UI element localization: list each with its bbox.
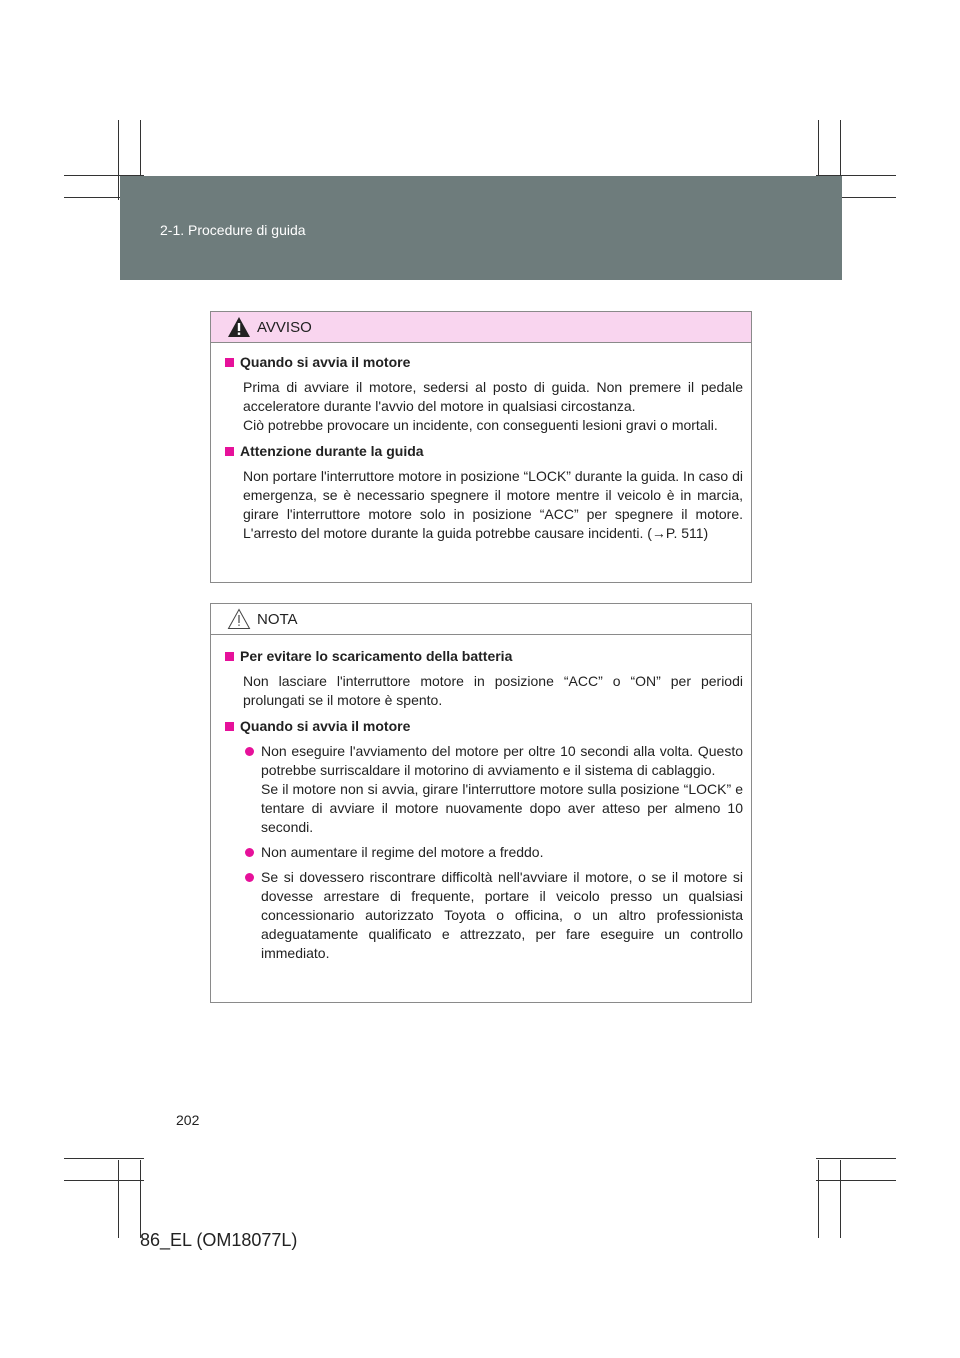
- warning-title: AVVISO: [257, 318, 312, 336]
- text-line: Prima di avviare il motore, sedersi al posto di guida. Non premere il pedale acceleratore durante l'avvio del motore in qualsiasi circostanza.: [243, 379, 743, 414]
- dot-bullet-icon: [245, 747, 254, 756]
- crop-mark: [64, 1180, 144, 1181]
- bullet-text: [261, 868, 743, 963]
- section-heading: [225, 647, 743, 666]
- bullet-text: [261, 843, 743, 862]
- crop-mark: [64, 1158, 144, 1159]
- crop-mark: [816, 1158, 896, 1159]
- square-bullet-icon: [225, 652, 234, 661]
- text-line: Ciò potrebbe provocare un incidente, con conseguenti lesioni gravi o mortali.: [243, 417, 718, 433]
- section-text: [225, 378, 743, 435]
- section-text: [225, 467, 743, 543]
- section-heading-text: Quando si avvia il motore: [240, 718, 411, 734]
- square-bullet-icon: [225, 447, 234, 456]
- dot-bullet-icon: [245, 848, 254, 857]
- notice-header: [211, 604, 751, 635]
- warning-section: [225, 353, 743, 435]
- square-bullet-icon: [225, 722, 234, 731]
- crop-mark: [118, 120, 119, 200]
- notice-section: [225, 647, 743, 710]
- page-number: 202: [176, 1112, 200, 1128]
- caution-outline-icon: [227, 608, 251, 630]
- crop-mark: [140, 1160, 141, 1238]
- document-code: 86_EL (OM18077L): [140, 1230, 298, 1250]
- warning-box: [210, 311, 752, 583]
- warning-section: [225, 442, 743, 543]
- section-heading: [225, 717, 743, 736]
- text-line: Non portare l'interruttore motore in posizione “LOCK” durante la guida. In caso di emergenza, se è necessario spegnere il motore mentre il veicolo è in marcia, girare l'interruttore motore solo in posizione “ACC” per spegnere il motore. L'arresto del motore durante la guida potrebbe causare incidenti. (→P. 511): [243, 468, 743, 541]
- bullet-item: [225, 742, 743, 837]
- warning-header: [211, 312, 751, 343]
- crop-mark: [818, 1160, 819, 1238]
- notice-section: [225, 717, 743, 963]
- bullet-text: [261, 742, 743, 837]
- section-text: Non lasciare l'interruttore motore in posizione “ACC” o “ON” per periodi prolungati se il motore è spento.: [243, 673, 743, 708]
- crop-mark: [816, 1180, 896, 1181]
- crop-mark: [118, 1160, 119, 1238]
- bullet-item: [225, 843, 743, 862]
- section-heading: [225, 353, 743, 372]
- warning-icon: [227, 316, 251, 338]
- section-header: [120, 176, 842, 280]
- text-line: Se si dovessero riscontrare difficoltà nell'avviare il motore, o se il motore si dovesse arrestare di frequente, portare il veicolo presso un qualsiasi concessionario autorizzato Toyota o officina, o un altro professionista adeguatamente qualificato e attrezzato, per fare eseguire un controllo immediato.: [261, 869, 743, 961]
- dot-bullet-icon: [245, 873, 254, 882]
- notice-title: NOTA: [257, 610, 298, 628]
- section-heading-text: Quando si avvia il motore: [240, 354, 411, 370]
- crop-mark: [840, 1160, 841, 1238]
- square-bullet-icon: [225, 358, 234, 367]
- text-line: Se il motore non si avvia, girare l'interruttore motore sulla posizione “LOCK” e tentare di avviare il motore nuovamente dopo aver atteso per almeno 10 secondi.: [261, 781, 743, 835]
- text-line: Non eseguire l'avviamento del motore per oltre 10 secondi alla volta. Questo potrebbe surriscaldare il motorino di avviamento e il sistema di cablaggio.: [261, 743, 743, 778]
- section-heading-text: Attenzione durante la guida: [240, 443, 424, 459]
- warning-body: [211, 343, 751, 560]
- section-heading-text: Per evitare lo scaricamento della batteria: [240, 648, 513, 664]
- bullet-item: [225, 868, 743, 963]
- section-heading: [225, 442, 743, 461]
- notice-body: [211, 635, 751, 980]
- section-title: 2-1. Procedure di guida: [160, 222, 306, 238]
- text-line: Non aumentare il regime del motore a freddo.: [261, 844, 544, 860]
- notice-box: [210, 603, 752, 1003]
